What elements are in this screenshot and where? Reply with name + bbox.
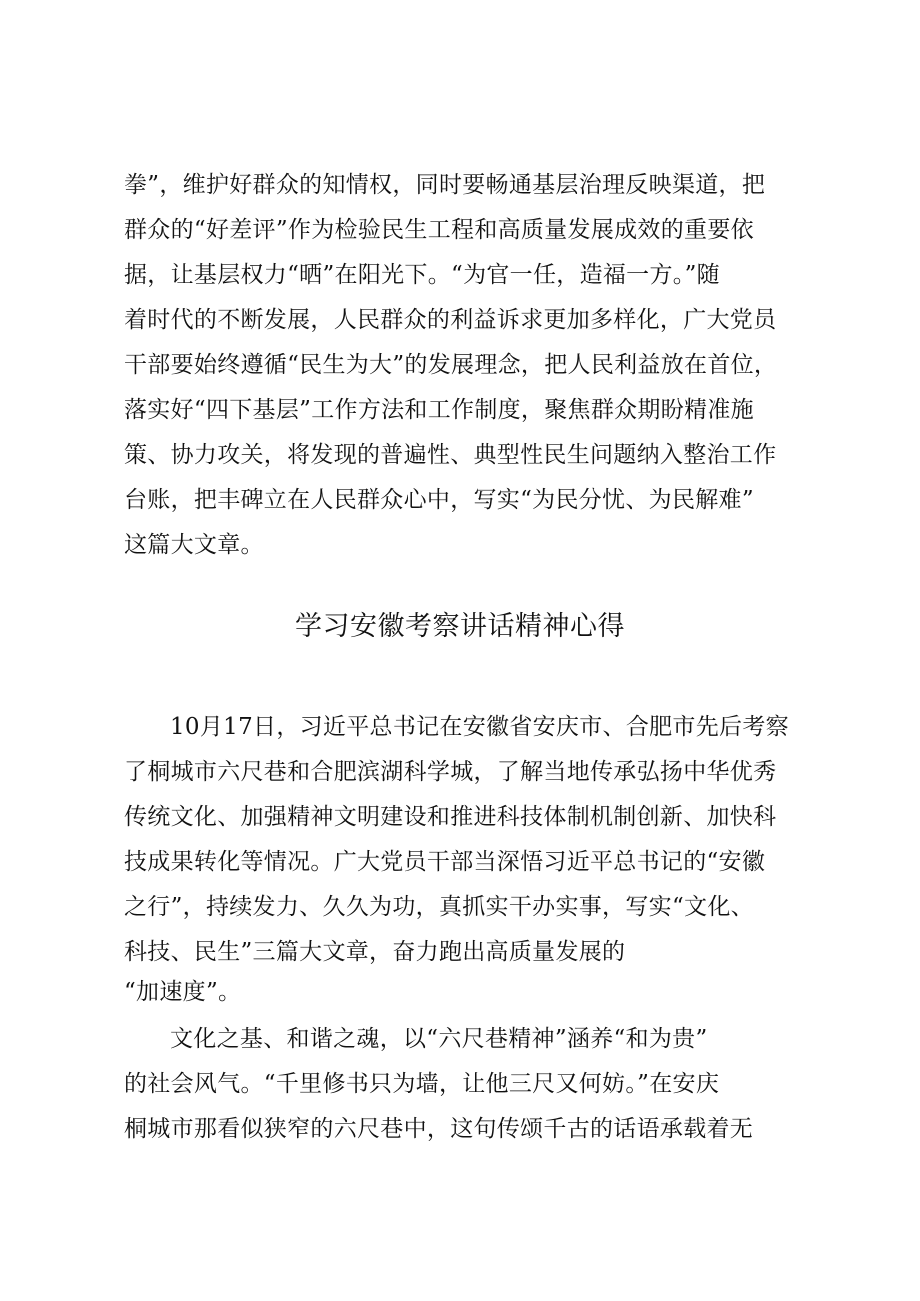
- text-line: 的社会风气。“千里修书只为墙，让他三尺又何妨。”在安庆: [124, 1071, 720, 1097]
- text-line: 文化之基、和谐之魂，以“六尺巷精神”涵养“和为贵”: [170, 1026, 708, 1052]
- text-line: 科技、民生”三篇大文章，奋力跑出高质量发展的: [124, 939, 626, 965]
- text-line: 桐城市那看似狭窄的六尺巷中，这句传颂千古的话语承载着无: [124, 1116, 754, 1142]
- text-line: 技成果转化等情况。广大党员干部当深悟习近平总书记的“安徽: [124, 849, 766, 875]
- text-line: 群众的“好差评”作为检验民生工程和高质量发展成效的重要依: [124, 217, 754, 243]
- text-line: 台账，把丰碑立在人民群众心中，写实“为民分忧、为民解难”: [124, 487, 754, 513]
- page-title: 学习安徽考察讲话精神心得: [295, 611, 625, 642]
- text-line: “加速度”。: [124, 979, 242, 1005]
- text-line: 拳”，维护好群众的知情权，同时要畅通基层治理反映渠道，把: [124, 172, 766, 198]
- text-line: 传统文化、加强精神文明建设和推进科技体制机制创新、加快科: [124, 804, 777, 830]
- text-line: 了桐城市六尺巷和合肥滨湖科学城，了解当地传承弘扬中华优秀: [124, 759, 777, 785]
- text-line: 落实好“四下基层”工作方法和工作制度，聚焦群众期盼精准施: [124, 397, 754, 423]
- text-line: 着时代的不断发展，人民群众的利益诉求更加多样化，广大党员: [124, 307, 777, 333]
- text-line: 这篇大文章。: [124, 532, 264, 558]
- text-line: 策、协力攻关，将发现的普遍性、典型性民生问题纳入整治工作: [124, 442, 777, 468]
- text-line: 10月17日，习近平总书记在安徽省安庆市、合肥市先后考察: [170, 714, 789, 740]
- text-line: 干部要始终遵循“民生为大”的发展理念，把人民利益放在首位，: [124, 352, 778, 378]
- text-line: 之行”，持续发力、久久为功，真抓实干办实事，写实“文化、: [124, 894, 754, 920]
- text-line: 据，让基层权力“晒”在阳光下。“为官一任，造福一方。”随: [124, 262, 720, 288]
